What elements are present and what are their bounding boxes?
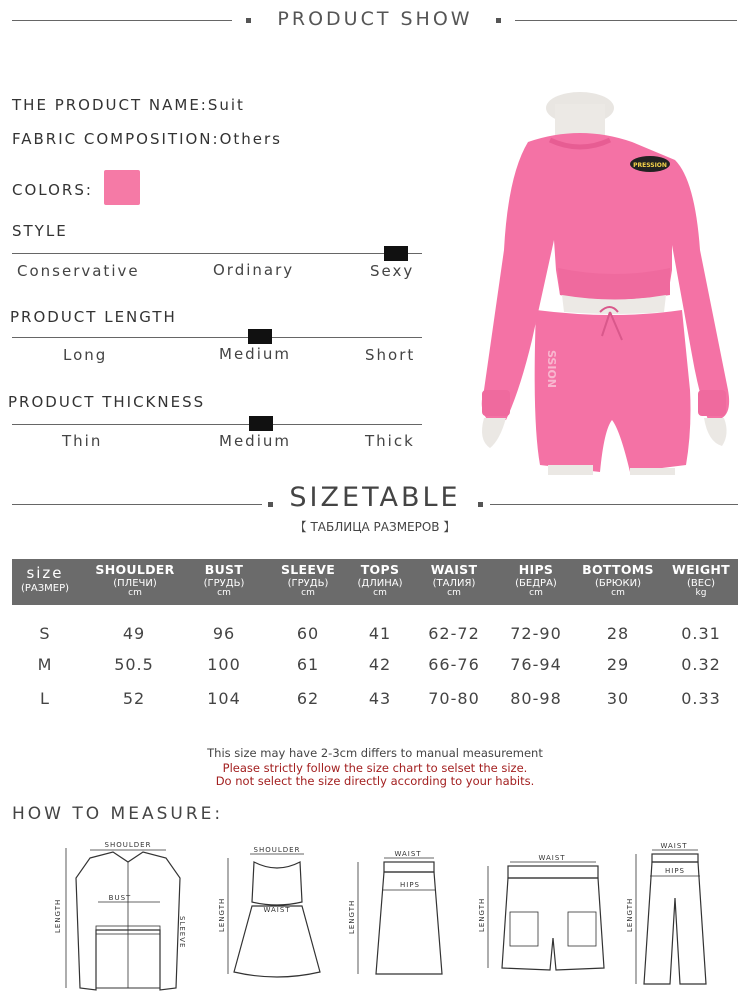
sizetable-subtitle: 【 ТАБЛИЦА РАЗМЕРОВ 】: [294, 520, 456, 534]
header-dot-right: [496, 18, 501, 23]
col-tops-en: TOPS: [360, 562, 400, 577]
shorts-waistband: [508, 866, 598, 878]
pants-body: [644, 862, 706, 984]
col-bust: [188, 559, 260, 605]
note-measurement: This size may have 2-3cm differs to manual measurement: [207, 746, 543, 760]
table-cell: 52: [122, 689, 146, 708]
label-length: LENGTH: [54, 898, 62, 933]
sizetable-dot-right: [478, 502, 483, 507]
table-cell: 0.32: [681, 655, 721, 674]
col-bottoms-en: BOTTOMS: [582, 562, 654, 577]
left-hand: [482, 418, 506, 448]
shorts-body: [502, 878, 604, 970]
length-label-medium: Medium: [219, 345, 291, 363]
style-scale-marker: [384, 246, 408, 261]
table-cell: 72-90: [510, 624, 562, 643]
note-warning-1: Please strictly follow the size chart to selset the size.: [222, 761, 528, 775]
page-title: PRODUCT SHOW: [277, 8, 473, 30]
mannequin-neck: [555, 104, 605, 136]
table-cell: 0.31: [681, 624, 721, 643]
fabric-value: Others: [219, 130, 282, 148]
table-cell: 42: [368, 655, 392, 674]
length-scale-marker: [248, 329, 272, 344]
right-cuff: [698, 390, 726, 416]
col-size-ru: (РАЗМЕР): [20, 583, 70, 594]
length-scale-line: [12, 337, 422, 338]
table-cell: 62-72: [428, 624, 480, 643]
sizetable-title: SIZETABLE: [289, 482, 461, 513]
sizetable-rule-right: [490, 504, 738, 505]
thickness-label-thin: Thin: [62, 432, 103, 450]
col-bust-unit: cm: [217, 588, 231, 598]
shorts-pocket-right: [568, 912, 596, 946]
col-weight-unit: kg: [695, 588, 707, 598]
skirt-waistband: [384, 862, 434, 872]
col-shoulder-ru: (ПЛЕЧИ): [113, 578, 157, 589]
dress-bodice: [252, 862, 302, 905]
how-to-measure-title: HOW TO MEASURE:: [12, 804, 224, 824]
left-leg: [548, 465, 593, 475]
logo-patch-text: PRESSION: [633, 162, 667, 169]
col-bottoms-unit: cm: [611, 588, 625, 598]
col-shoulder-unit: cm: [128, 588, 142, 598]
shorts-label-waist: WAIST: [538, 854, 566, 862]
table-cell: 60: [296, 624, 320, 643]
mannequin-illustration: [460, 90, 745, 475]
col-sleeve-ru: (ГРУДЬ): [287, 578, 329, 589]
shorts-label-length: LENGTH: [478, 897, 486, 932]
pants-measure-diagram: [622, 840, 732, 990]
right-leg: [630, 468, 675, 475]
pants-label-length: LENGTH: [626, 897, 634, 932]
dress-label-shoulder: SHOULDER: [253, 846, 301, 854]
pink-shorts: [535, 310, 691, 472]
col-waist: [414, 559, 494, 605]
col-waist-en: WAIST: [430, 562, 478, 577]
table-cell: 30: [606, 689, 630, 708]
thickness-label-thick: Thick: [365, 432, 415, 450]
size-table-header: [12, 559, 738, 605]
col-weight: [664, 559, 738, 605]
length-label-short: Short: [365, 346, 416, 364]
col-shoulder-en: SHOULDER: [95, 562, 175, 577]
style-label-conservative: Conservative: [17, 262, 140, 280]
label-bust: BUST: [108, 894, 132, 902]
col-hips: [496, 559, 576, 605]
col-waist-ru: (ТАЛИЯ): [432, 578, 476, 589]
col-tops: [348, 559, 412, 605]
shorts-pocket-left: [510, 912, 538, 946]
skirt-measure-diagram: [342, 846, 452, 986]
col-weight-en: WEIGHT: [671, 562, 731, 577]
table-cell: 104: [207, 689, 241, 708]
col-sleeve: [268, 559, 348, 605]
col-sleeve-unit: cm: [301, 588, 315, 598]
table-cell: 66-76: [428, 655, 480, 674]
thickness-scale-line: [12, 424, 422, 425]
table-cell: S: [39, 624, 51, 643]
col-hips-en: HIPS: [518, 562, 554, 577]
table-cell: 70-80: [428, 689, 480, 708]
table-cell: 100: [207, 655, 241, 674]
table-cell: 28: [606, 624, 630, 643]
col-bust-ru: (ГРУДЬ): [203, 578, 245, 589]
skirt-label-length: LENGTH: [348, 899, 356, 934]
colors-label: COLORS:: [12, 181, 93, 199]
col-bottoms: [578, 559, 658, 605]
thickness-label-medium: Medium: [219, 432, 291, 450]
table-cell: 96: [212, 624, 236, 643]
table-cell: 62: [296, 689, 320, 708]
table-cell: 50.5: [114, 655, 154, 674]
style-scale-line: [12, 253, 422, 254]
col-hips-unit: cm: [529, 588, 543, 598]
left-cuff: [482, 390, 510, 416]
col-bottoms-ru: (БРЮКИ): [594, 578, 642, 589]
jacket-measure-diagram: [48, 838, 198, 998]
table-cell: M: [37, 655, 53, 674]
pants-waistband: [652, 854, 698, 862]
shorts-measure-diagram: [474, 848, 614, 978]
table-cell: L: [40, 689, 50, 708]
dress-label-length: LENGTH: [218, 897, 226, 932]
length-label-long: Long: [63, 346, 108, 364]
col-size: [12, 559, 78, 605]
dress-measure-diagram: [214, 842, 324, 992]
product-image[interactable]: [460, 90, 745, 475]
col-waist-unit: cm: [447, 588, 461, 598]
table-cell: 0.33: [681, 689, 721, 708]
fabric-composition: [12, 130, 282, 148]
col-tops-unit: cm: [373, 588, 387, 598]
dress-skirt: [234, 906, 320, 977]
pants-label-hips: HIPS: [665, 867, 685, 875]
thickness-title: PRODUCT THICKNESS: [8, 393, 206, 411]
col-bust-en: BUST: [204, 562, 244, 577]
dress-label-waist: WAIST: [263, 906, 291, 914]
skirt-label-hips: HIPS: [400, 881, 420, 889]
table-cell: 41: [368, 624, 392, 643]
style-label-ordinary: Ordinary: [213, 261, 295, 279]
label-shoulder: SHOULDER: [104, 841, 152, 849]
col-weight-ru: (ВЕС): [687, 578, 715, 589]
shorts-print: SSION: [545, 350, 558, 389]
table-cell: 61: [296, 655, 320, 674]
col-size-en: size: [26, 564, 64, 582]
table-cell: 29: [606, 655, 630, 674]
table-cell: 80-98: [510, 689, 562, 708]
header-rule-right: [515, 20, 737, 21]
fabric-label: FABRIC COMPOSITION:: [12, 130, 220, 148]
col-shoulder: [82, 559, 188, 605]
skirt-label-waist: WAIST: [394, 850, 422, 858]
col-hips-ru: (БЕДРА): [515, 578, 557, 589]
style-title: STYLE: [12, 222, 68, 240]
table-cell: 49: [122, 624, 146, 643]
note-warning-2: Do not select the size directly according to your habits.: [215, 774, 535, 788]
color-swatch-pink[interactable]: [104, 170, 140, 205]
thickness-scale-marker: [249, 416, 273, 431]
col-sleeve-en: SLEEVE: [280, 562, 336, 577]
table-cell: 76-94: [510, 655, 562, 674]
length-title: PRODUCT LENGTH: [10, 308, 177, 326]
style-label-sexy: Sexy: [370, 262, 415, 280]
col-tops-ru: (ДЛИНА): [357, 578, 403, 589]
product-name-label: THE PRODUCT NAME:: [12, 96, 208, 114]
product-name-value: Suit: [207, 96, 245, 114]
product-name: [12, 96, 245, 114]
pants-label-waist: WAIST: [660, 842, 688, 850]
label-sleeve: SLEEVE: [178, 916, 186, 949]
table-cell: 43: [368, 689, 392, 708]
right-hand: [704, 418, 727, 446]
